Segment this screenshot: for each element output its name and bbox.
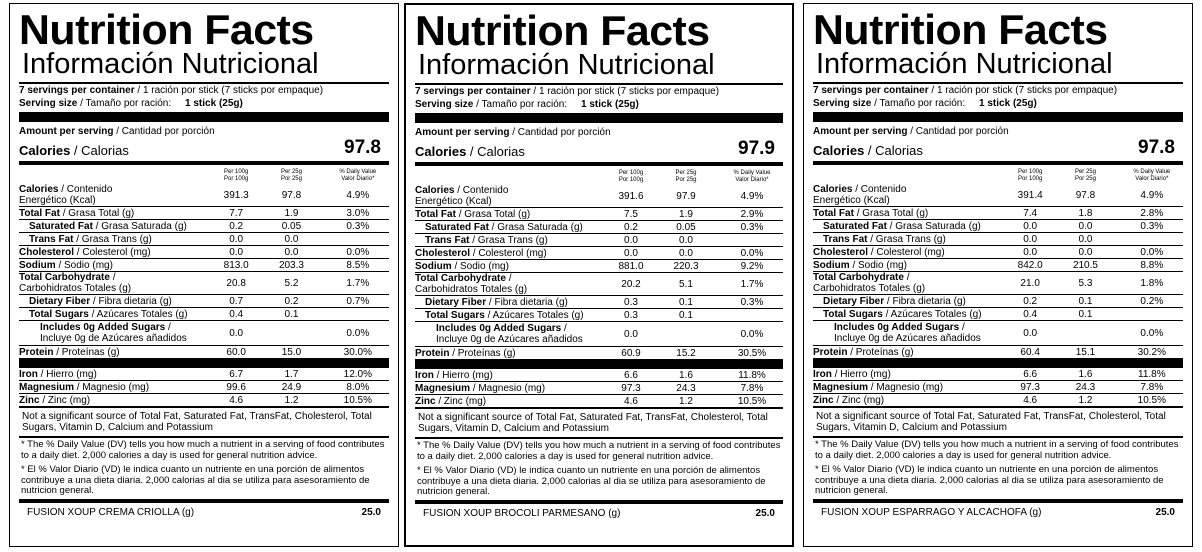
divider	[19, 358, 389, 368]
daily-value: 8.8%	[1121, 259, 1183, 272]
per-100g-value: 4.6	[229, 394, 244, 406]
daily-value: 0.0%	[327, 246, 389, 259]
row-label: Protein / Proteínas (g)	[415, 347, 516, 359]
per-25g-value: 0.1	[1050, 295, 1120, 308]
per-25g-value: 1.7	[256, 368, 326, 381]
per-100g-value: 60.0	[226, 346, 246, 358]
row-label: Includes 0g Added Sugars / Incluye 0g de Azúcares añadidos	[415, 322, 611, 347]
row-sodium	[415, 260, 783, 273]
per-100g-value: 0.0	[611, 322, 651, 347]
row-label: Trans Fat / Grasa Trans (g)	[813, 233, 1010, 246]
daily-value: 0.0%	[1121, 321, 1183, 346]
daily-value	[721, 309, 783, 322]
per-100g-value: 20.8	[216, 272, 256, 295]
per-25g-value: 24.3	[1050, 381, 1120, 394]
daily-value: 3.0%	[327, 207, 389, 220]
row-label: Magnesium / Magnesio (mg)	[415, 382, 611, 395]
panel-title: Nutrition Facts	[19, 6, 314, 53]
per-100g-value: 0.0	[611, 247, 651, 260]
nutrient-table	[813, 165, 1183, 358]
per-25g-value: 0.0	[256, 233, 326, 246]
per-100g-value: 60.9	[621, 347, 641, 359]
col-header-25g: Per 25g Por 25g	[1074, 169, 1096, 182]
per-25g-value: 15.1	[1075, 346, 1096, 358]
row-label: Iron / Hierro (mg)	[19, 368, 216, 381]
per-100g-value: 0.4	[1010, 308, 1050, 321]
row-label: Cholesterol / Colesterol (mg)	[813, 246, 1010, 259]
per-100g-value: 0.4	[216, 308, 256, 321]
per-100g-value: 7.5	[611, 208, 651, 221]
calories-row	[415, 139, 783, 159]
row-label: Calories / Contenido Energético (Kcal)	[19, 184, 216, 207]
nutrition-label-panel	[9, 3, 399, 547]
nutrition-label-panel	[404, 3, 794, 547]
daily-value	[1121, 308, 1183, 321]
daily-value: 2.9%	[721, 208, 783, 221]
per-25g-value: 0.1	[1050, 308, 1120, 321]
row-cholesterol	[813, 246, 1183, 259]
per-100g-value: 7.4	[1010, 207, 1050, 220]
per-25g-value: 0.1	[256, 308, 326, 321]
per-25g-value: 0.2	[256, 295, 326, 308]
per-100g-value: 0.0	[1010, 220, 1050, 233]
row-magnesium	[19, 381, 389, 394]
daily-value: 10.5%	[1137, 394, 1166, 406]
per-100g-value: 391.6	[611, 185, 651, 208]
mineral-table	[415, 369, 783, 407]
row-total-fat	[813, 207, 1183, 220]
daily-value: 1.7%	[327, 272, 389, 295]
daily-value	[1121, 233, 1183, 246]
per-100g-value: 6.6	[611, 369, 651, 382]
per-25g-value: 1.9	[256, 207, 326, 220]
row-calories	[19, 184, 389, 207]
daily-value	[327, 308, 389, 321]
daily-value: 9.2%	[721, 260, 783, 273]
per-25g-value: 97.8	[256, 184, 326, 207]
row-label: Saturated Fat / Grasa Saturada (g)	[813, 220, 1010, 233]
per-100g-value: 813.0	[216, 259, 256, 272]
per-25g-value	[651, 322, 721, 347]
daily-value: 0.0%	[327, 321, 389, 346]
col-header-100g: Per 100g Por 100g	[1017, 169, 1043, 182]
product-weight: 25.0	[361, 506, 381, 518]
row-protein	[19, 346, 389, 359]
per-25g-value: 1.2	[1078, 394, 1093, 406]
row-label: Magnesium / Magnesio (mg)	[19, 381, 216, 394]
daily-value: 7.8%	[1121, 381, 1183, 394]
row-label: Sodium / Sodio (mg)	[813, 259, 1010, 272]
per-25g-value: 0.0	[651, 234, 721, 247]
row-label: Zinc / Zinc (mg)	[19, 394, 91, 406]
per-100g-value: 4.6	[1023, 394, 1038, 406]
per-100g-value: 391.4	[1010, 184, 1050, 207]
daily-value: 8.5%	[327, 259, 389, 272]
per-100g-value: 6.6	[1010, 368, 1050, 381]
row-label: Total Sugars / Azúcares Totales (g)	[19, 308, 216, 321]
daily-value: 10.5%	[737, 395, 767, 407]
dv-note-es: * El % Valor Diario (VD) le indica cuanto un nutriente en una porción de alimentos contribuye a una dieta diaria. 2,000 calorias al dia se utiliza para asesoramiento de nutricion general.	[417, 465, 766, 497]
daily-value: 11.8%	[721, 369, 783, 382]
row-label: Protein / Proteínas (g)	[813, 346, 914, 358]
row-label: Dietary Fiber / Fibra dietaria (g)	[813, 295, 1010, 308]
per-25g-value: 0.0	[256, 246, 326, 259]
row-protein	[415, 347, 783, 360]
amount-per-serving: Amount per serving / Cantidad por porción	[813, 126, 1009, 137]
divider	[415, 359, 783, 369]
per-25g-value: 0.1	[651, 309, 721, 322]
dv-note-en: * The % Daily Value (DV) tells you how much a nutrient in a serving of food contributes to a daily diet. 2,000 calories a day is used for general nutrition advice.	[813, 436, 1183, 463]
row-dietary-fiber	[19, 295, 389, 308]
per-100g-value: 842.0	[1010, 259, 1050, 272]
dv-note-en: * The % Daily Value (DV) tells you how much a nutrient in a serving of food contributes to a daily diet. 2,000 calories a day is used for general nutrition advice.	[415, 437, 783, 464]
row-label: Sodium / Sodio (mg)	[415, 260, 611, 273]
row-label: Total Carbohydrate / Carbohidratos Totales (g)	[813, 272, 1010, 295]
row-label: Calories / Contenido Energético (Kcal)	[415, 185, 611, 208]
row-iron	[415, 369, 783, 382]
daily-value: 30.2%	[1137, 346, 1166, 358]
per-100g-value: 20.2	[611, 273, 651, 296]
serving-size-line: Serving size / Tamaño por ración: 1 stick (25g)	[415, 99, 639, 110]
row-label: Protein / Proteínas (g)	[19, 346, 120, 358]
daily-value: 4.9%	[327, 184, 389, 207]
panel-subtitle: Información Nutricional	[418, 49, 715, 81]
per-100g-value: 0.0	[1010, 321, 1050, 346]
row-dietary-fiber	[415, 296, 783, 309]
daily-value: 1.8%	[1121, 272, 1183, 295]
divider	[19, 112, 389, 122]
per-25g-value: 1.6	[1050, 368, 1120, 381]
row-total-fat	[19, 207, 389, 220]
daily-value: 4.9%	[1121, 184, 1183, 207]
dv-note-es: * El % Valor Diario (VD) le indica cuanto un nutriente en una porción de alimentos contribuye a una dieta diaria. 2,000 calorias al dia se utiliza para asesoramiento de nutricion general.	[21, 464, 370, 496]
daily-value: 0.3%	[327, 220, 389, 233]
row-label: Iron / Hierro (mg)	[415, 369, 611, 382]
row-label: Trans Fat / Grasa Trans (g)	[415, 234, 611, 247]
calories-label: Calories / Calorias	[415, 144, 525, 159]
per-25g-value: 1.9	[651, 208, 721, 221]
product-weight: 25.0	[755, 507, 775, 519]
daily-value: 12.0%	[327, 368, 389, 381]
row-label: Total Sugars / Azúcares Totales (g)	[415, 309, 611, 322]
daily-value: 30.0%	[343, 346, 372, 358]
per-100g-value: 0.2	[1010, 295, 1050, 308]
calories-value: 97.8	[344, 137, 381, 158]
col-header-25g: Per 25g Por 25g	[280, 169, 302, 182]
product-name: FUSION XOUP ESPARRAGO Y ALCACHOFA (g)	[821, 506, 1042, 518]
row-calories	[415, 185, 783, 208]
per-25g-value: 15.2	[676, 347, 696, 359]
per-100g-value: 391.3	[216, 184, 256, 207]
row-trans-fat	[19, 233, 389, 246]
col-header-100g: Per 100g Por 100g	[618, 170, 644, 183]
row-label: Total Fat / Grasa Total (g)	[415, 208, 611, 221]
per-25g-value: 1.2	[679, 395, 693, 407]
per-25g-value: 5.1	[651, 273, 721, 296]
row-label: Total Carbohydrate / Carbohidratos Totales (g)	[19, 272, 216, 295]
serving-size-line: Serving size / Tamaño por ración: 1 stick (25g)	[813, 98, 1037, 109]
per-25g-value: 24.3	[651, 382, 721, 395]
row-cholesterol	[415, 247, 783, 260]
per-25g-value: 24.9	[256, 381, 326, 394]
nutrient-table	[415, 166, 783, 359]
calories-row	[19, 138, 389, 158]
not-significant-note: Not a significant source of Total Fat, Saturated Fat, TransFat, Cholesterol, Total Sugars, Vitamin D, Calcium and Potassium	[19, 406, 389, 436]
row-label: Iron / Hierro (mg)	[813, 368, 1010, 381]
per-25g-value	[256, 321, 326, 346]
row-label: Zinc / Zinc (mg)	[415, 395, 487, 407]
daily-value: 7.8%	[721, 382, 783, 395]
daily-value: 30.5%	[737, 347, 767, 359]
row-zinc	[415, 395, 783, 408]
per-100g-value: 0.3	[611, 296, 651, 309]
row-sodium	[813, 259, 1183, 272]
row-label: Cholesterol / Colesterol (mg)	[19, 246, 216, 259]
panel-title: Nutrition Facts	[415, 7, 710, 54]
row-magnesium	[813, 381, 1183, 394]
column-headers	[415, 166, 783, 185]
row-total-fat	[415, 208, 783, 221]
per-100g-value: 4.6	[624, 395, 638, 407]
row-label: Includes 0g Added Sugars / Incluye 0g de Azúcares añadidos	[19, 321, 216, 346]
row-dietary-fiber	[813, 295, 1183, 308]
per-100g-value: 60.4	[1020, 346, 1040, 358]
daily-value: 0.3%	[721, 221, 783, 234]
per-25g-value: 97.9	[651, 185, 721, 208]
per-25g-value: 0.05	[256, 220, 326, 233]
product-row	[415, 500, 783, 519]
mineral-table	[19, 368, 389, 406]
daily-value: 2.8%	[1121, 207, 1183, 220]
per-25g-value: 0.0	[1050, 246, 1120, 259]
mineral-table	[813, 368, 1183, 406]
panel-subtitle: Información Nutricional	[22, 48, 319, 80]
daily-value: 0.3%	[721, 296, 783, 309]
row-added-sugars	[415, 322, 783, 347]
row-protein	[813, 346, 1183, 359]
row-magnesium	[415, 382, 783, 395]
daily-value: 0.0%	[1121, 246, 1183, 259]
daily-value	[327, 233, 389, 246]
row-added-sugars	[19, 321, 389, 346]
servings-line: 7 servings per container / 1 ración por stick (7 sticks por empaque)	[415, 86, 720, 97]
per-100g-value: 21.0	[1010, 272, 1050, 295]
amount-per-serving: Amount per serving / Cantidad por porción	[19, 126, 215, 137]
row-label: Includes 0g Added Sugars / Incluye 0g de Azúcares añadidos	[813, 321, 1010, 346]
row-saturated-fat	[19, 220, 389, 233]
daily-value: 0.3%	[1121, 220, 1183, 233]
row-iron	[813, 368, 1183, 381]
per-25g-value: 0.0	[1050, 233, 1120, 246]
daily-value: 4.9%	[721, 185, 783, 208]
amount-per-serving: Amount per serving / Cantidad por porción	[415, 127, 611, 138]
row-zinc	[813, 394, 1183, 407]
dv-note-en: * The % Daily Value (DV) tells you how much a nutrient in a serving of food contributes to a daily diet. 2,000 calories a day is used for general nutrition advice.	[19, 436, 389, 463]
per-25g-value: 5.2	[256, 272, 326, 295]
per-100g-value: 0.7	[216, 295, 256, 308]
row-total-sugars	[19, 308, 389, 321]
row-label: Dietary Fiber / Fibra dietaria (g)	[415, 296, 611, 309]
per-100g-value: 0.0	[1010, 233, 1050, 246]
per-100g-value: 0.0	[216, 321, 256, 346]
row-label: Magnesium / Magnesio (mg)	[813, 381, 1010, 394]
daily-value: 1.7%	[721, 273, 783, 296]
row-added-sugars	[813, 321, 1183, 346]
row-saturated-fat	[813, 220, 1183, 233]
row-cholesterol	[19, 246, 389, 259]
row-label: Trans Fat / Grasa Trans (g)	[19, 233, 216, 246]
row-label: Saturated Fat / Grasa Saturada (g)	[415, 221, 611, 234]
per-100g-value: 0.2	[216, 220, 256, 233]
per-25g-value: 0.0	[651, 247, 721, 260]
daily-value: 0.7%	[327, 295, 389, 308]
product-row	[813, 499, 1183, 518]
row-label: Total Carbohydrate / Carbohidratos Totales (g)	[415, 273, 611, 296]
per-100g-value: 7.7	[216, 207, 256, 220]
per-25g-value: 15.0	[281, 346, 302, 358]
per-25g-value: 210.5	[1050, 259, 1120, 272]
row-calories	[813, 184, 1183, 207]
per-25g-value: 1.2	[284, 394, 299, 406]
row-label: Cholesterol / Colesterol (mg)	[415, 247, 611, 260]
daily-value: 0.0%	[721, 322, 783, 347]
row-label: Calories / Contenido Energético (Kcal)	[813, 184, 1010, 207]
panel-subtitle: Información Nutricional	[816, 48, 1113, 80]
calories-value: 97.9	[738, 138, 775, 159]
row-zinc	[19, 394, 389, 407]
per-100g-value: 0.3	[611, 309, 651, 322]
row-sodium	[19, 259, 389, 272]
per-25g-value: 0.05	[651, 221, 721, 234]
dv-note-es: * El % Valor Diario (VD) le indica cuanto un nutriente en una porción de alimentos contribuye a una dieta diaria. 2,000 calorias al dia se utiliza para asesoramiento de nutricion general.	[815, 464, 1164, 496]
per-100g-value: 0.0	[611, 234, 651, 247]
row-label: Dietary Fiber / Fibra dietaria (g)	[19, 295, 216, 308]
nutrition-label-panel	[803, 3, 1193, 547]
daily-value	[721, 234, 783, 247]
daily-value: 0.0%	[721, 247, 783, 260]
per-25g-value: 220.3	[651, 260, 721, 273]
product-name: FUSION XOUP CREMA CRIOLLA (g)	[27, 506, 195, 518]
row-total-sugars	[813, 308, 1183, 321]
row-trans-fat	[813, 233, 1183, 246]
per-25g-value: 0.1	[651, 296, 721, 309]
col-header-25g: Per 25g Por 25g	[675, 170, 697, 183]
daily-value: 0.2%	[1121, 295, 1183, 308]
row-trans-fat	[415, 234, 783, 247]
col-header-dv: % Daily Value Valor Diario*	[733, 170, 771, 183]
product-weight: 25.0	[1155, 506, 1175, 518]
servings-line: 7 servings per container / 1 ración por stick (7 sticks por empaque)	[813, 85, 1118, 96]
per-25g-value: 5.3	[1050, 272, 1120, 295]
row-label: Total Fat / Grasa Total (g)	[813, 207, 1010, 220]
calories-row	[813, 138, 1183, 158]
per-100g-value: 97.3	[1010, 381, 1050, 394]
daily-value: 8.0%	[327, 381, 389, 394]
per-100g-value: 881.0	[611, 260, 651, 273]
row-iron	[19, 368, 389, 381]
per-100g-value: 0.0	[216, 233, 256, 246]
row-label: Zinc / Zinc (mg)	[813, 394, 885, 406]
column-headers	[19, 165, 389, 184]
daily-value: 10.5%	[343, 394, 372, 406]
not-significant-note: Not a significant source of Total Fat, Saturated Fat, TransFat, Cholesterol, Total Sugars, Vitamin D, Calcium and Potassium	[813, 406, 1183, 436]
calories-label: Calories / Calorias	[813, 143, 923, 158]
per-25g-value: 1.8	[1050, 207, 1120, 220]
servings-line: 7 servings per container / 1 ración por stick (7 sticks por empaque)	[19, 85, 324, 96]
row-total-carbohydrate	[415, 273, 783, 296]
row-saturated-fat	[415, 221, 783, 234]
product-row	[19, 499, 389, 518]
row-label: Sodium / Sodio (mg)	[19, 259, 216, 272]
product-name: FUSION XOUP BROCOLI PARMESANO (g)	[423, 507, 621, 519]
row-label: Total Sugars / Azúcares Totales (g)	[813, 308, 1010, 321]
per-100g-value: 6.7	[216, 368, 256, 381]
row-total-carbohydrate	[813, 272, 1183, 295]
per-100g-value: 99.6	[216, 381, 256, 394]
panel-title: Nutrition Facts	[813, 6, 1108, 53]
row-total-sugars	[415, 309, 783, 322]
daily-value: 11.8%	[1121, 368, 1183, 381]
divider	[813, 112, 1183, 122]
calories-value: 97.8	[1138, 137, 1175, 158]
col-header-dv: % Daily Value Valor Diario*	[339, 169, 377, 182]
divider	[415, 113, 783, 123]
column-headers	[813, 165, 1183, 184]
per-100g-value: 0.0	[216, 246, 256, 259]
per-25g-value: 1.6	[651, 369, 721, 382]
per-25g-value: 0.0	[1050, 220, 1120, 233]
row-label: Total Fat / Grasa Total (g)	[19, 207, 216, 220]
row-total-carbohydrate	[19, 272, 389, 295]
row-label: Saturated Fat / Grasa Saturada (g)	[19, 220, 216, 233]
col-header-dv: % Daily Value Valor Diario*	[1133, 169, 1171, 182]
per-25g-value: 203.3	[256, 259, 326, 272]
not-significant-note: Not a significant source of Total Fat, Saturated Fat, TransFat, Cholesterol, Total Sugars, Vitamin D, Calcium and Potassium	[415, 407, 783, 437]
nutrient-table	[19, 165, 389, 358]
per-100g-value: 97.3	[611, 382, 651, 395]
serving-size-line: Serving size / Tamaño por ración: 1 stick (25g)	[19, 98, 243, 109]
per-25g-value	[1050, 321, 1120, 346]
per-100g-value: 0.0	[1010, 246, 1050, 259]
per-100g-value: 0.2	[611, 221, 651, 234]
per-25g-value: 97.8	[1050, 184, 1120, 207]
calories-label: Calories / Calorias	[19, 143, 129, 158]
col-header-100g: Per 100g Por 100g	[223, 169, 249, 182]
divider	[813, 358, 1183, 368]
